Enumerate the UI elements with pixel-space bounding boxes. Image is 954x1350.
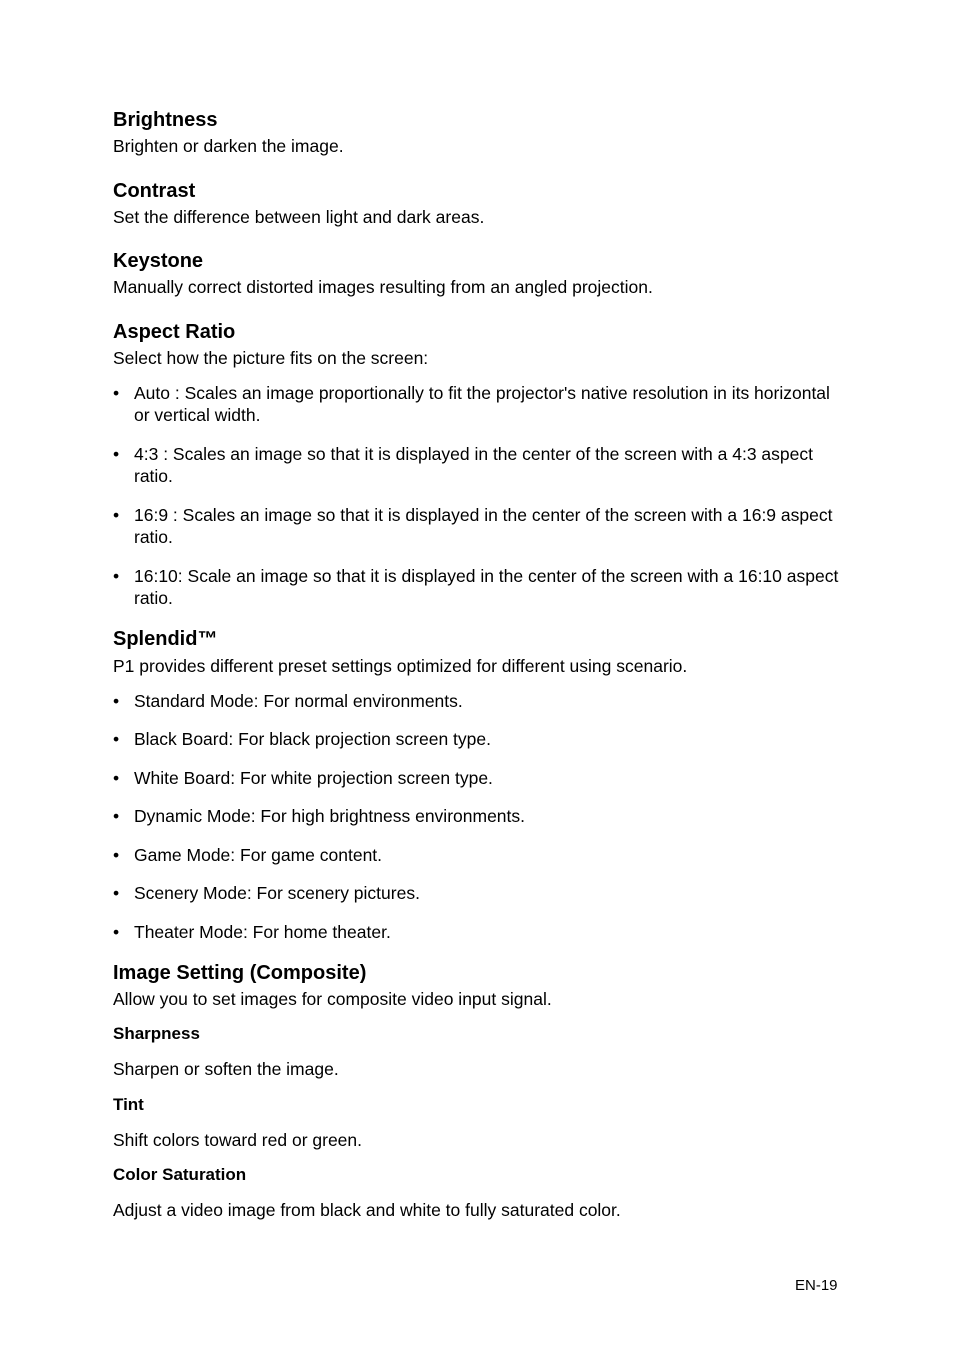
- bullet: •: [113, 383, 120, 403]
- list-item-text: Auto : Scales an image proportionally to fit the projector's native resolution in its horizontal or vertical width.: [134, 383, 830, 425]
- brightness-description: Brighten or darken the image.: [113, 136, 344, 156]
- image-setting-heading: Image Setting (Composite): [113, 962, 367, 984]
- keystone-heading: Keystone: [113, 250, 204, 272]
- sharpness-heading: Sharpness: [113, 1024, 200, 1043]
- contrast-heading: Contrast: [113, 180, 196, 202]
- list-item-text: White Board: For white projection screen type.: [134, 768, 493, 788]
- aspect-ratio-heading: Aspect Ratio: [113, 321, 236, 343]
- sharpness-description: Sharpen or soften the image.: [113, 1059, 339, 1079]
- aspect-ratio-description: Select how the picture fits on the screen:: [113, 348, 429, 368]
- bullet: •: [113, 768, 120, 788]
- bullet: •: [113, 691, 120, 711]
- splendid-item-dynamic: [113, 805, 848, 827]
- bullet: •: [113, 806, 120, 826]
- bullet: •: [113, 922, 120, 942]
- list-item-text: Black Board: For black projection screen type.: [134, 729, 491, 749]
- list-item-text: Game Mode: For game content.: [134, 845, 383, 865]
- tint-description: Shift colors toward red or green.: [113, 1130, 363, 1150]
- aspect-ratio-item-4-3: [113, 443, 848, 487]
- splendid-item-standard: [113, 690, 848, 712]
- list-item-text: 16:9 : Scales an image so that it is displayed in the center of the screen with a 16:9 aspect ratio.: [134, 505, 833, 547]
- aspect-ratio-item-auto: [113, 382, 848, 426]
- contrast-description: Set the difference between light and dark areas.: [113, 207, 485, 227]
- splendid-description: P1 provides different preset settings optimized for different using scenario.: [113, 656, 688, 676]
- list-item-text: 16:10: Scale an image so that it is displayed in the center of the screen with a 16:10 aspect ratio.: [134, 566, 839, 608]
- splendid-item-scenery: [113, 882, 848, 904]
- bullet: •: [113, 505, 120, 525]
- aspect-ratio-item-16-10: [113, 565, 848, 609]
- bullet: •: [113, 845, 120, 865]
- bullet: •: [113, 444, 120, 464]
- image-setting-description: Allow you to set images for composite video input signal.: [113, 989, 552, 1009]
- color-saturation-description: Adjust a video image from black and white to fully saturated color.: [113, 1200, 621, 1220]
- aspect-ratio-item-16-9: [113, 504, 848, 548]
- bullet: •: [113, 566, 120, 586]
- page-number: EN-19: [795, 1277, 838, 1294]
- splendid-heading: Splendid™: [113, 628, 218, 650]
- splendid-item-theater: [113, 921, 848, 943]
- bullet: •: [113, 883, 120, 903]
- splendid-item-black-board: [113, 728, 848, 750]
- list-item-text: Theater Mode: For home theater.: [134, 922, 391, 942]
- keystone-description: Manually correct distorted images resulting from an angled projection.: [113, 277, 653, 297]
- splendid-item-white-board: [113, 767, 848, 789]
- list-item-text: Dynamic Mode: For high brightness environments.: [134, 806, 526, 826]
- color-saturation-heading: Color Saturation: [113, 1165, 247, 1184]
- brightness-heading: Brightness: [113, 109, 218, 131]
- list-item-text: 4:3 : Scales an image so that it is displayed in the center of the screen with a 4:3 aspect ratio.: [134, 444, 813, 486]
- list-item-text: Standard Mode: For normal environments.: [134, 691, 463, 711]
- bullet: •: [113, 729, 120, 749]
- splendid-item-game: [113, 844, 848, 866]
- tint-heading: Tint: [113, 1095, 144, 1114]
- list-item-text: Scenery Mode: For scenery pictures.: [134, 883, 420, 903]
